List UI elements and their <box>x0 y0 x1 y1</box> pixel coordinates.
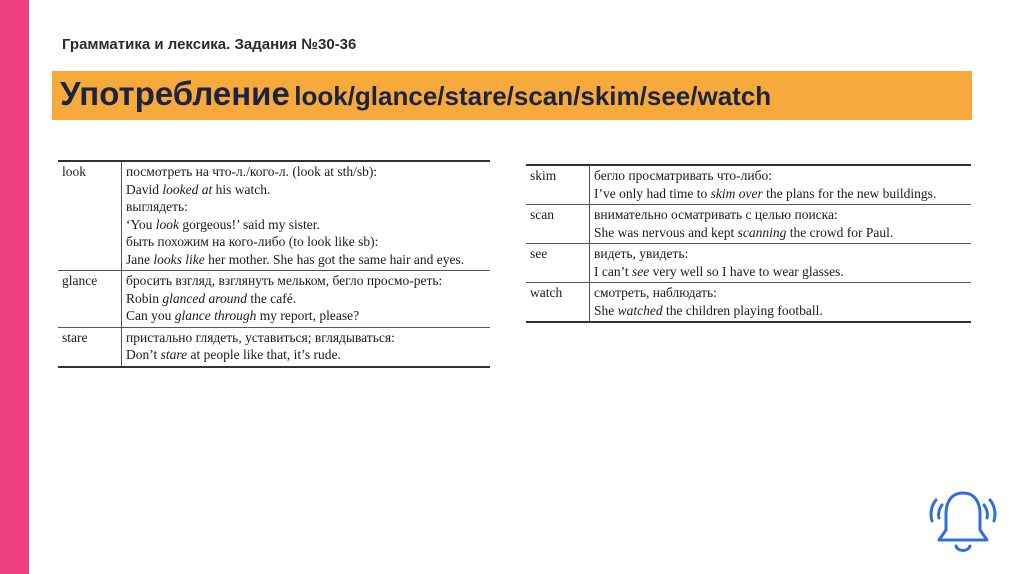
definition: внимательно осматривать с целью поиска: <box>594 207 838 222</box>
table-row-stare <box>58 327 490 367</box>
example-text: David <box>126 181 163 197</box>
slide-subtitle: Грамматика и лексика. Задания №30-36 <box>62 36 357 53</box>
example-text: the children playing football. <box>662 302 823 318</box>
word-cell: glance <box>58 271 122 328</box>
definition: пристально глядеть, уставиться; вглядываться: <box>126 329 395 345</box>
title-words: look/glance/stare/scan/skim/see/watch <box>294 81 772 111</box>
example <box>126 216 486 234</box>
example-highlight: glanced around <box>162 290 248 306</box>
example-highlight: see <box>631 263 650 279</box>
side-accent-bar <box>0 0 29 574</box>
example-text: my report, please? <box>256 308 360 323</box>
example-text: gorgeous!’ said my sister. <box>179 216 320 232</box>
table-row-glance <box>58 271 490 328</box>
word-cell: skim <box>526 165 590 205</box>
title-main: Употребление <box>60 75 290 112</box>
example-text: Don’t <box>126 347 161 362</box>
example <box>126 346 486 364</box>
example-text: ‘You <box>126 216 156 232</box>
example-text: at people like that, it’s rude. <box>187 347 341 362</box>
example-text: the plans for the new buildings. <box>762 185 937 201</box>
definition-cell <box>122 161 491 271</box>
table-row-skim <box>526 165 971 205</box>
definition: быть похожим на кого-либо (to look like sb): <box>126 234 379 249</box>
example-text: Robin <box>126 290 163 306</box>
vocab-table-right <box>526 164 971 323</box>
definition: бегло просматривать что-либо: <box>594 168 772 183</box>
example-text: her mother. She has got the same hair and eyes. <box>204 251 465 267</box>
definition-cell <box>590 244 972 283</box>
bell-ringing-icon[interactable] <box>922 480 1004 560</box>
example-highlight: look <box>155 216 180 232</box>
example-text: She was nervous and kept <box>594 224 738 240</box>
example-text: very well so I have to wear glasses. <box>649 263 844 279</box>
table-row-look <box>58 161 490 271</box>
title-band <box>52 71 972 120</box>
word-cell: see <box>526 244 590 283</box>
definition-cell <box>122 271 491 328</box>
definition-cell <box>590 165 972 205</box>
example-text: She <box>594 302 618 318</box>
example-highlight: looked at <box>162 181 213 197</box>
example-highlight: skim over <box>710 185 763 201</box>
example-text: the café. <box>247 290 297 306</box>
example-text: I can’t <box>594 263 632 279</box>
vocab-table-left <box>58 160 490 368</box>
definition: посмотреть на что-л./кого-л. (look at sth/sb): <box>126 164 378 179</box>
definition: выглядеть: <box>126 199 188 214</box>
example <box>594 185 967 203</box>
example-text: I’ve only had time to <box>594 185 711 201</box>
definition-cell <box>122 327 491 367</box>
example-text: Can you <box>126 308 175 323</box>
table-row-see <box>526 244 971 283</box>
example-highlight: looks like <box>153 251 205 267</box>
example <box>126 181 486 199</box>
example <box>594 224 967 242</box>
slide-title <box>60 75 771 113</box>
example <box>126 307 486 325</box>
example-text: the crowd for Paul. <box>786 224 894 240</box>
definition: смотреть, наблюдать: <box>594 285 717 300</box>
example-highlight: glance through <box>174 308 257 323</box>
example-text: Jane <box>126 251 154 267</box>
example <box>594 302 967 320</box>
example-highlight: watched <box>617 302 663 318</box>
word-cell: look <box>58 161 122 271</box>
example-highlight: scanning <box>737 224 787 240</box>
definition-cell <box>590 205 972 244</box>
table-row-watch <box>526 283 971 323</box>
word-cell: watch <box>526 283 590 323</box>
example-highlight: stare <box>160 347 188 362</box>
definition: бросить взгляд, взглянуть мельком, бегло просмо-реть: <box>126 273 443 288</box>
definition-cell <box>590 283 972 323</box>
definition: видеть, увидеть: <box>594 246 689 261</box>
example <box>126 290 486 308</box>
word-cell: stare <box>58 327 122 367</box>
word-cell: scan <box>526 205 590 244</box>
example <box>126 251 486 269</box>
example-text: his watch. <box>212 181 271 197</box>
example <box>594 263 967 281</box>
table-row-scan <box>526 205 971 244</box>
